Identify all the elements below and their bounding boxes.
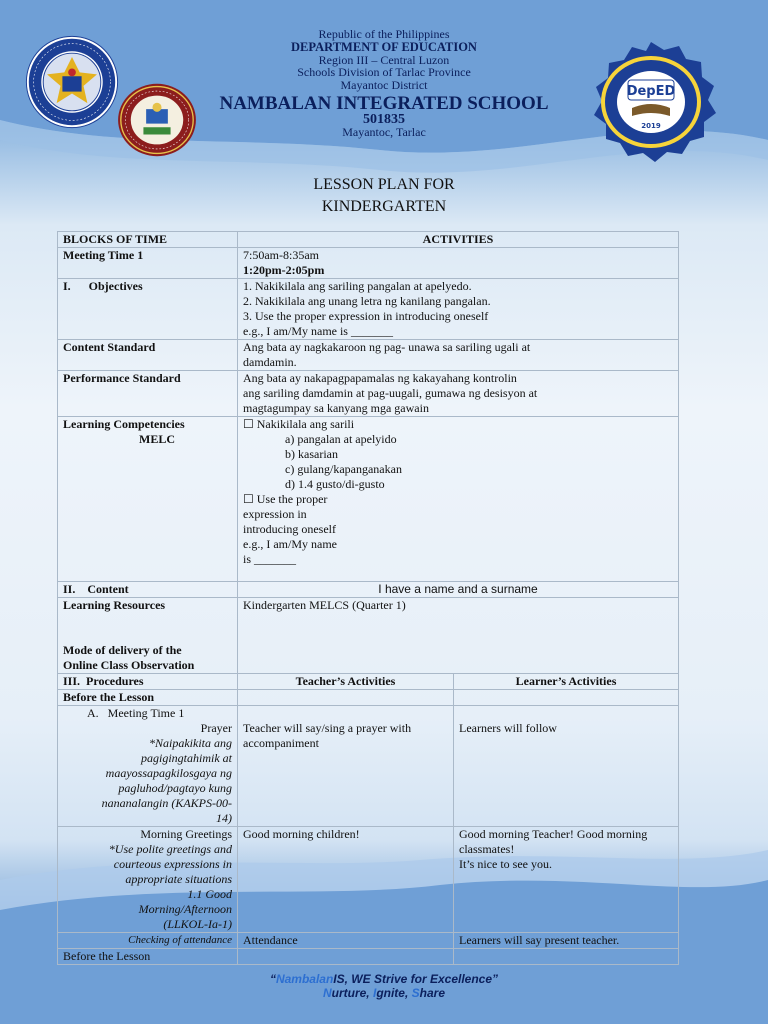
- content-value: I have a name and a surname: [238, 582, 679, 598]
- competency-extra: [243, 492, 673, 507]
- greetings-learner-line: Good morning Teacher! Good morning classmates!: [459, 827, 648, 856]
- empty-cell: [238, 949, 454, 965]
- before-lesson-label-2: Before the Lesson: [58, 949, 238, 965]
- school-logo: [580, 40, 722, 164]
- greetings-teacher-activity: Good morning children!: [238, 827, 454, 933]
- competency-intro: [243, 417, 673, 432]
- table-row: [58, 949, 679, 965]
- greetings-note-line: courteous expressions in: [113, 857, 232, 871]
- teacher-activities-header: Teacher’s Activities: [238, 674, 454, 690]
- performance-standard-line: ang sariling damdamin at pag-uugali, gumawa ng desisyon at: [243, 386, 538, 400]
- competency-item: c) gulang/kapanganakan: [285, 462, 402, 476]
- division-line: Schools Division of Tarlac Province: [297, 65, 471, 79]
- learner-activities-header: Learner’s Activities: [454, 674, 679, 690]
- competency-extra-line: expression in: [243, 507, 307, 521]
- greetings-label-cell: [58, 827, 238, 933]
- table-row: [58, 598, 679, 674]
- school-logo-brand: DepED: [626, 84, 676, 99]
- meeting-time-2: 1:20pm-2:05pm: [243, 263, 325, 277]
- greetings-note-line: 1.1 Good: [187, 887, 232, 901]
- document-title: [0, 174, 768, 218]
- department-line: DEPARTMENT OF EDUCATION: [291, 39, 477, 54]
- competencies-label-line: Learning Competencies: [63, 417, 185, 431]
- content-standard-line: Ang bata ay nagkakaroon ng pag- unawa sa sariling ugali at: [243, 340, 531, 354]
- activities-header: ACTIVITIES: [238, 232, 679, 248]
- school-motto: [0, 972, 768, 1000]
- checkbox-icon: ☐: [243, 417, 254, 431]
- greetings-note-line: (LLKOL-Ia-1): [163, 917, 232, 931]
- competency-item: d) 1.4 gusto/di-gusto: [285, 477, 385, 491]
- resources-label-cell: [58, 598, 238, 674]
- table-row: [58, 340, 679, 371]
- procedures-label: III. Procedures: [58, 674, 238, 690]
- table-row: [58, 690, 679, 706]
- empty-cell: [238, 690, 454, 706]
- table-row: [58, 582, 679, 598]
- school-logo-year: 2019: [641, 122, 661, 130]
- performance-standard-line: Ang bata ay nakapagpapamalas ng kakayahang kontrolin: [243, 371, 517, 385]
- melc-label: MELC: [139, 432, 175, 446]
- deped-seal-logo: [24, 34, 120, 130]
- table-row: [58, 417, 679, 582]
- performance-standard-label: Performance Standard: [58, 371, 238, 417]
- republic-line: Republic of the Philippines: [318, 27, 450, 41]
- mode-label-line: Mode of delivery of the: [63, 643, 182, 657]
- prayer-label-cell: [58, 706, 238, 827]
- objective-item: 3. Use the proper expression in introducing oneself: [243, 309, 489, 323]
- motto-line-1: [0, 972, 768, 986]
- content-label: II. Content: [58, 582, 238, 598]
- motto-ignite: gnite,: [376, 986, 412, 1000]
- empty-cell: [454, 949, 679, 965]
- table-row: [58, 232, 679, 248]
- content-standard-label: Content Standard: [58, 340, 238, 371]
- prayer-note-line: 14): [216, 811, 232, 825]
- greetings-note-line: *Use polite greetings and: [108, 842, 232, 856]
- objectives-cell: [238, 279, 679, 340]
- meeting-item-label: A. Meeting Time 1: [87, 706, 185, 720]
- attendance-teacher-activity: Attendance: [238, 933, 454, 949]
- prayer-note-line: pagluhod/pagtayo kung: [118, 781, 232, 795]
- objective-item: e.g., I am/My name is _______: [243, 324, 393, 338]
- table-row: [58, 674, 679, 690]
- competency-extra-line: introducing oneself: [243, 522, 336, 536]
- content-standard-line: damdamin.: [243, 355, 297, 369]
- motto-s: S: [411, 986, 420, 1000]
- objective-item: 1. Nakikilala ang sariling pangalan at apelyedo.: [243, 279, 472, 293]
- objectives-label: I. Objectives: [58, 279, 238, 340]
- competencies-cell: [238, 417, 679, 582]
- greetings-note-line: Morning/Afternoon: [138, 902, 232, 916]
- district-line: Mayantoc District: [340, 77, 428, 92]
- prayer-teacher-activity: [238, 706, 454, 827]
- title-line-2: KINDERGARTEN: [321, 198, 447, 215]
- greetings-learner-line: It’s nice to see you.: [459, 857, 552, 871]
- title-line-1: LESSON PLAN FOR: [313, 176, 455, 193]
- resources-label: Learning Resources: [63, 598, 166, 612]
- prayer-note-line: maayossapagkilosgaya ng: [105, 766, 232, 780]
- empty-cell: [454, 690, 679, 706]
- attendance-learner-activity: Learners will say present teacher.: [454, 933, 679, 949]
- meeting-time-label: Meeting Time 1: [58, 248, 238, 279]
- performance-standard-cell: [238, 371, 679, 417]
- prayer-learner-activity: [454, 706, 679, 827]
- lesson-plan-table: [57, 231, 679, 965]
- prayer-note-line: *Naipakikita ang: [149, 736, 232, 750]
- table-row: [58, 279, 679, 340]
- before-lesson-label: Before the Lesson: [58, 690, 238, 706]
- competencies-label: [58, 417, 238, 582]
- school-location: Mayantoc, Tarlac: [342, 125, 426, 139]
- competency-item: b) kasarian: [285, 447, 338, 461]
- school-name: NAMBALAN INTEGRATED SCHOOL: [219, 93, 549, 114]
- competency-extra-line: is _______: [243, 552, 297, 566]
- school-id: 501835: [363, 112, 405, 127]
- greetings-note-line: appropriate situations: [125, 872, 232, 886]
- motto-nurture: urture,: [331, 986, 373, 1000]
- motto-is: IS: [333, 972, 345, 986]
- mode-label-line: Online Class Observation: [63, 658, 195, 672]
- table-row: [58, 706, 679, 827]
- greetings-learner-activity: [454, 827, 679, 933]
- blocks-of-time-header: BLOCKS OF TIME: [58, 232, 238, 248]
- motto-strive: , WE Strive for Excellence”: [344, 972, 499, 986]
- table-row: [58, 248, 679, 279]
- prayer-note-line: pagigingtahimik at: [141, 751, 232, 765]
- attendance-label: Checking of attendance: [58, 933, 238, 949]
- competency-item: a) pangalan at apelyido: [285, 432, 397, 446]
- content-standard-cell: [238, 340, 679, 371]
- prayer-learner-text: Learners will follow: [459, 721, 557, 735]
- greetings-label: Morning Greetings: [140, 827, 232, 841]
- meeting-time-1: 7:50am-8:35am: [243, 248, 319, 262]
- motto-n: N: [322, 986, 332, 1000]
- meeting-time-cell: [238, 248, 679, 279]
- table-row: [58, 827, 679, 933]
- region-line: Region III – Central Luzon: [318, 52, 450, 67]
- motto-quote: “: [269, 972, 276, 986]
- checkbox-icon: ☐: [243, 492, 254, 506]
- motto-line-2: [0, 986, 768, 1000]
- motto-share: hare: [419, 986, 446, 1000]
- motto-i: I: [372, 986, 377, 1000]
- competency-extra-line: e.g., I am/My name: [243, 537, 337, 551]
- division-seal-logo: [116, 82, 198, 158]
- resources-value: Kindergarten MELCS (Quarter 1): [238, 598, 679, 674]
- objective-item: 2. Nakikilala ang unang letra ng kanilang pangalan.: [243, 294, 491, 308]
- prayer-note-line: nananalangin (KAKPS-00-: [101, 796, 232, 810]
- competency-intro-text: Nakikilala ang sarili: [253, 417, 355, 431]
- prayer-teacher-text: Teacher will say/sing a prayer with accompaniment: [243, 721, 412, 750]
- table-row: [58, 371, 679, 417]
- motto-nambalan: Nambalan: [275, 972, 334, 986]
- table-row: [58, 933, 679, 949]
- performance-standard-line: magtagumpay sa kanyang mga gawain: [243, 401, 429, 415]
- prayer-label: Prayer: [200, 721, 232, 735]
- competency-extra-text: Use the proper: [253, 492, 328, 506]
